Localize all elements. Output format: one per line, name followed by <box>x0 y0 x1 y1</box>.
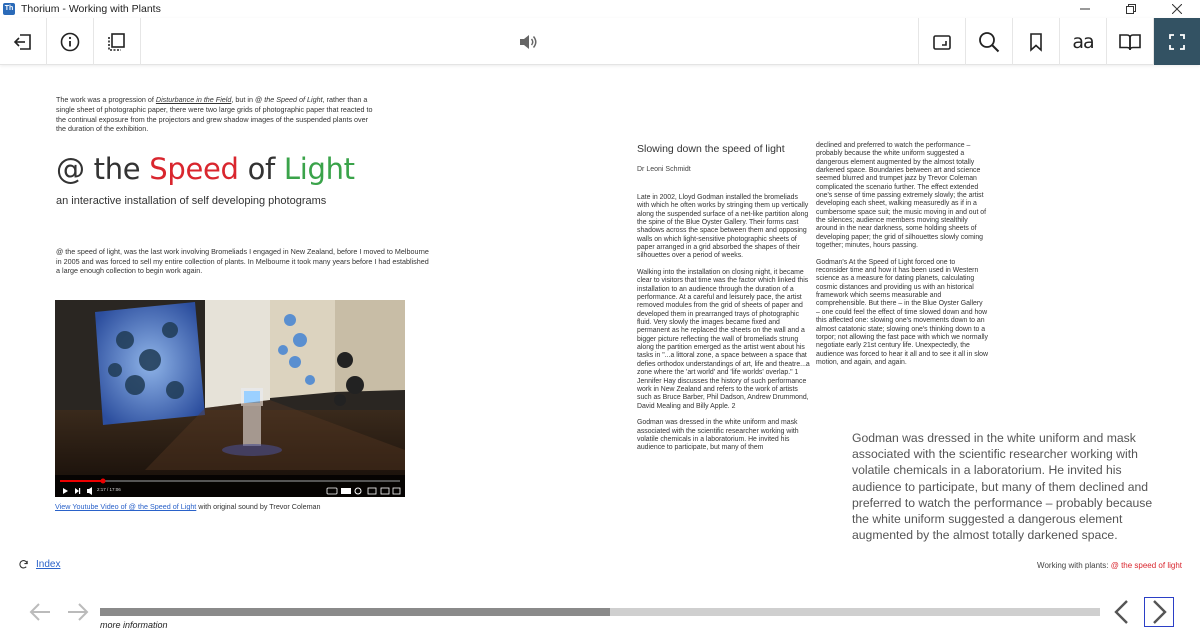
video-caption: View Youtube Video of @ the Speed of Light with original sound by Trevor Coleman <box>55 502 321 511</box>
bookmark-icon <box>1025 31 1047 53</box>
history-forward-button[interactable] <box>66 600 90 624</box>
info-icon <box>59 31 81 53</box>
fullscreen-button[interactable] <box>1153 18 1200 65</box>
intro-text: @ the speed of light, was the last work involving Bromeliads I engaged in New Zealand, before I moved to Melbourne in 2005 and was forced to sell my entire collection of plants. In Melbourne it took many years before I had established a large enough collection to begin work again. <box>56 247 429 276</box>
chevron-right-icon <box>1149 599 1169 625</box>
reading-progress-fill <box>100 608 610 616</box>
reading-progress-bar[interactable] <box>100 608 1100 616</box>
intro-paragraph: The work was a progression of Disturbance in the Field, but in @ the Speed of Light, rather than a single sheet of photographic paper, there were two large grids of photographic paper that reacted to the continual exposure from the projectors and grew shadow images of the suspended plants over the duration of the exhibition. <box>56 95 373 134</box>
next-page-button[interactable] <box>1144 597 1174 627</box>
arrow-right-icon <box>66 600 90 624</box>
search-icon <box>977 30 1001 54</box>
refresh-icon <box>18 559 29 570</box>
restore-icon <box>1126 4 1136 14</box>
index-link[interactable] <box>18 559 60 570</box>
reading-mode-button[interactable] <box>1106 18 1153 65</box>
fit-page-button[interactable] <box>918 18 965 65</box>
back-to-library-icon <box>12 31 34 53</box>
reader-toolbar <box>0 18 1200 65</box>
article-column-1: Late in 2002, Lloyd Godman installed the bromeliads with which he often works by stringing them up vertically along the suspended surface of a net-like partition along the spine of the Blue Oyster Gallery. Their forms cast shadows across the space between them and opposing walls on which light-sensitive photographic sheets of paper arranged in a grid absorbed the shapes of their silhouettes over a period of weeks. Walking into the installation on closing night, it became clear to visitors that time was the factor which linked this installation to an audience through the duration of a performance. At a careful and leisurely pace, the artist removed modules from the grid of sheets of paper and developed them in prearranged trays of photographic fluid. Very slowly the images became fixed and permanent as he replaced the sheets on the wall and a bigger picture reflecting the wall of bromeliads strung along the partition emerged as the artist went about his tasks in "...a littoral zone, a space between a space that defies orthodox understandings of art, life and theatre...a zone where the 'art world' and 'life worlds' overlap." 1 Jennifer Hay discusses the history of such performance work in New Zealand and refers to the work of artists such as Bruce Barber, Phil Dadson, Andrew Drummond, David Mealing and Billy Apple. 2 Godman was dressed in the white uniform and mask associated with the scientific researcher working with volatile chemicals in a laboratorium. He invited his audience to participate, but many of them <box>637 194 810 452</box>
youtube-link[interactable]: View Youtube Video of @ the Speed of Light <box>55 502 197 511</box>
fit-page-icon <box>931 31 953 53</box>
article-author: Dr Leoni Schmidt <box>637 166 691 173</box>
audio-button[interactable] <box>516 30 540 54</box>
minimize-icon <box>1080 4 1090 14</box>
previous-page-button[interactable] <box>1108 597 1136 627</box>
restore-button[interactable] <box>1108 0 1154 18</box>
close-icon <box>1172 4 1182 14</box>
app-icon: Th <box>3 3 15 15</box>
table-of-contents-button[interactable] <box>94 18 141 65</box>
text-settings-icon: aa <box>1072 30 1094 53</box>
chevron-left-icon <box>1112 599 1132 625</box>
speaker-icon <box>517 31 539 53</box>
more-information-label: more information <box>100 620 168 630</box>
page-subtitle: an interactive installation of self developing photograms <box>56 195 327 207</box>
article-title: Slowing down the speed of light <box>637 143 785 155</box>
arrow-left-icon <box>28 600 52 624</box>
window-controls <box>1062 0 1200 18</box>
close-window-button[interactable] <box>1154 0 1200 18</box>
open-book-icon <box>1118 31 1142 53</box>
article-column-2: declined and preferred to watch the performance – probably because the white uniform suggested a dangerous element augmented by the almost totally darkened space. Boundaries between art and science seemed blurred and trumpet jazz by Trevor Coleman complicated the scenario further. The effect extended one's sense of time passing extremely slowly; the artist developing each sheet, walking measuredly as if in a cumbersome space suit; the music moving in and out of the silences; audience members moving stealthily around in the near darkness, some holding sheets of developing paper; the grid of silhouettes slowly coming together; minutes, hours passing. Godman's At the Speed of Light forced one to reconsider time and how it has been used in Western science as a measure for dating planets, calculating cosmic distances and providing us with an historical framework which seems measurable and comprehensible. But there – in the Blue Oyster Gallery – one could feel the effect of time slowed down and how this affected one: slowing one's movements down to an almost catatonic state; slowing one's thinking down to a torpor; not allowing the fast pace with which we normally negotiate early 21st century life. Unexpectedly, the audience was forced to hear it all and to see it all in slow motion, and again, and again. <box>816 142 988 366</box>
page-title: @ the Speed of Light <box>56 152 355 186</box>
history-back-button[interactable] <box>28 600 52 624</box>
index-link-label[interactable]: Index <box>36 559 61 570</box>
text-settings-button[interactable] <box>1059 18 1106 65</box>
video-player[interactable] <box>55 300 405 497</box>
minimize-button[interactable] <box>1062 0 1108 18</box>
toc-icon <box>106 31 128 53</box>
pull-quote: Godman was dressed in the white uniform and mask associated with the scientific researcher working with volatile chemicals in a laboratorium. He invited his audience to participate, but many of them declined and preferred to watch the performance – probably because the white uniform suggested a dangerous element augmented by the almost totally darkened space. <box>852 431 1153 543</box>
disturbance-link[interactable]: Disturbance in the Field <box>155 95 232 104</box>
info-button[interactable] <box>47 18 94 65</box>
window-title: Thorium - Working with Plants <box>21 3 161 15</box>
search-button[interactable] <box>965 18 1012 65</box>
video-thumbnail <box>55 300 405 497</box>
title-bar <box>0 0 1200 18</box>
book-page <box>0 66 1200 586</box>
fullscreen-icon <box>1166 31 1188 53</box>
back-to-library-button[interactable] <box>0 18 47 65</box>
bookmark-button[interactable] <box>1012 18 1059 65</box>
footer-breadcrumb: Working with plants: @ the speed of light <box>1037 561 1182 570</box>
video-timecode: 2:17 / 17:06 <box>97 487 121 492</box>
